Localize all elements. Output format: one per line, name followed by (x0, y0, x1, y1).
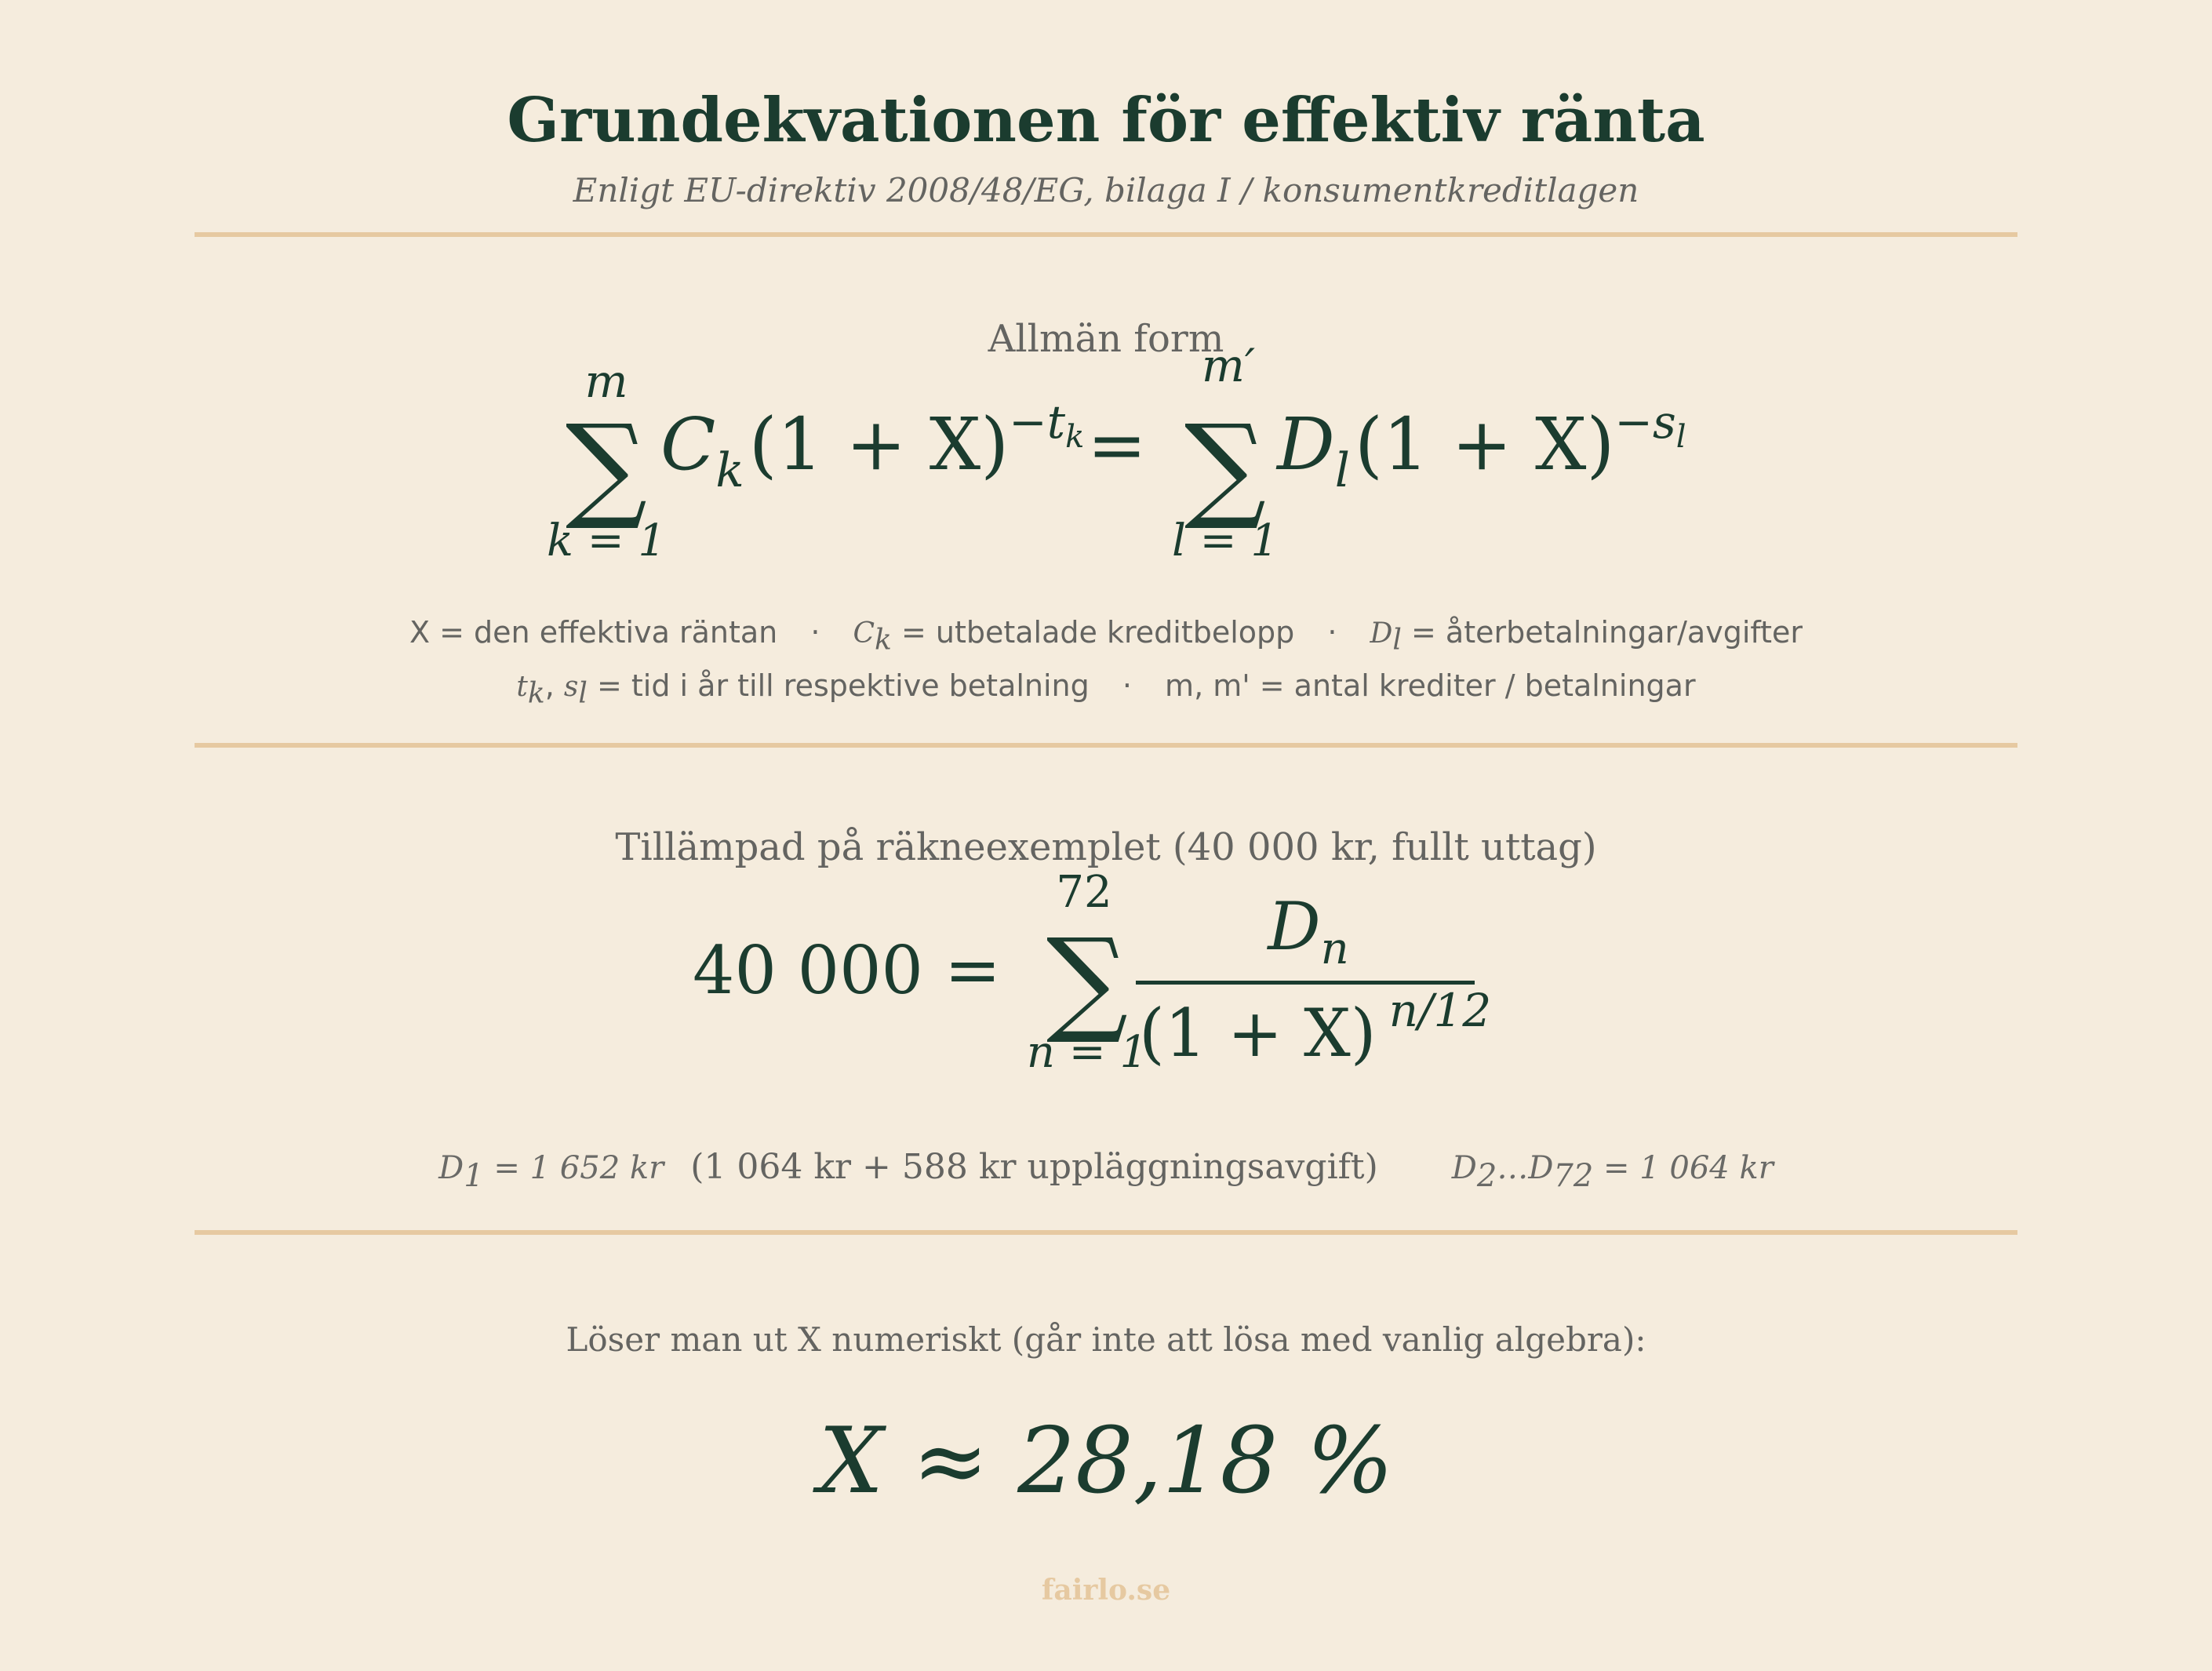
d2-dots: …D (1497, 1150, 1554, 1186)
legend-ts: = tid i år till respektive betalning (587, 668, 1090, 703)
sum2-lower-limit: l = 1 (1171, 515, 1279, 566)
rhs-term: $D_l(1 + X)^{-s}l$ (1277, 395, 1686, 498)
legend-c-symbol: C (853, 617, 875, 650)
applied-equation (0, 863, 2212, 1098)
sum1-upper-limit: m (584, 355, 628, 408)
result-value: X ≈ 28,18 % (818, 1408, 1394, 1514)
d2-symbol: D (1451, 1150, 1477, 1186)
legend-line-1 (0, 615, 2212, 657)
equals-sign: = (1087, 404, 1147, 486)
general-form-label: Allmän form (988, 317, 1224, 361)
legend-s-symbol: s (563, 671, 579, 703)
d1-value: = 1 652 kr (483, 1150, 664, 1186)
d1-breakdown: (1 064 kr + 588 kr uppläggningsavgift) (690, 1147, 1378, 1187)
legend-c: = utbetalade kreditbelopp (891, 615, 1295, 650)
footer-brand: fairlo.se (1041, 1574, 1171, 1607)
d1-symbol: D (438, 1150, 464, 1186)
divider (195, 743, 2017, 748)
d72-sub: 72 (1553, 1157, 1594, 1194)
applied-label: Tillämpad på räkneexemplet (40 000 kr, fullt uttag) (615, 825, 1597, 869)
legend-separator: · (1122, 668, 1132, 703)
solution-result (0, 1396, 2212, 1522)
sum1-lower-limit: k = 1 (546, 515, 667, 566)
d1-sub: 1 (464, 1157, 484, 1194)
page-subtitle: Enligt EU-direktiv 2008/48/EG, bilaga I / konsumentkreditlagen (573, 171, 1639, 209)
applied-sigma: ∑ (1046, 914, 1129, 1047)
payment-note (0, 1147, 2212, 1194)
applied-sum-upper: 72 (1056, 867, 1112, 918)
legend-line-2: $t_k$, $s_l$ = tid i år till respektive betalning · m, m' = antal krediter / betalningar (516, 668, 1696, 710)
lhs-term: $C_k(1 + X)^{-t}k$ (660, 395, 1085, 498)
d2-sub: 2 (1476, 1157, 1497, 1194)
page-title: Grundekvationen för effektiv ränta (507, 85, 1705, 156)
legend-m: m, m' = antal krediter / betalningar (1165, 668, 1696, 703)
legend-separator: · (810, 615, 820, 650)
applied-denominator: (1 + X) $^{n/12}$ (1139, 984, 1492, 1072)
sum2-upper-limit: m′ (1201, 339, 1256, 392)
legend-x: X = den effektiva räntan (409, 615, 778, 650)
applied-sum-lower: n = 1 (1026, 1027, 1148, 1078)
legend-d-symbol: D (1370, 617, 1393, 650)
sum2-sigma: ∑ (1184, 400, 1267, 533)
solution-label: Löser man ut X numeriskt (går inte att lösa med vanlig algebra): (566, 1320, 1646, 1359)
legend-c-sub: k (875, 624, 892, 657)
sum1-sigma: ∑ (565, 400, 648, 533)
legend-t-sub: k (527, 677, 545, 710)
legend-separator: · (1327, 615, 1337, 650)
legend-s-sub: l (578, 677, 588, 710)
applied-equals: = (944, 931, 1002, 1010)
d2-value: = 1 064 kr (1593, 1150, 1774, 1186)
divider (195, 1230, 2017, 1235)
divider (195, 232, 2017, 237)
legend-d-sub: l (1392, 624, 1402, 657)
legend-t-symbol: t (516, 671, 528, 703)
general-equation (0, 337, 2212, 573)
applied-numerator: $D_n$ (1268, 888, 1349, 974)
legend-d: = återbetalningar/avgifter (1401, 615, 1803, 650)
applied-lhs: 40 000 (693, 932, 923, 1009)
